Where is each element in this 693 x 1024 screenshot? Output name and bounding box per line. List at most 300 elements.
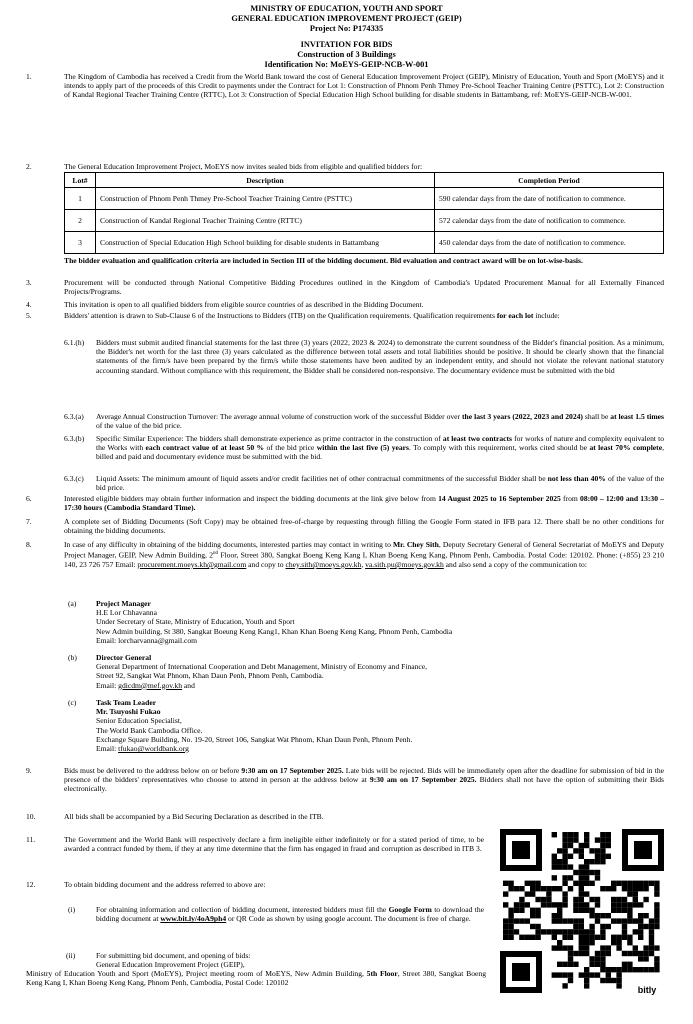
qr-module <box>649 951 654 956</box>
qr-module <box>562 875 567 880</box>
qr-module <box>633 929 638 934</box>
qr-module <box>584 929 589 934</box>
qr-module <box>584 875 589 880</box>
qr-module <box>557 929 562 934</box>
qr-module <box>579 935 584 940</box>
lot-period: 450 calendar days from the date of notification to commence. <box>435 232 664 254</box>
qr-module <box>600 924 605 929</box>
qr-module <box>622 897 627 902</box>
qr-module <box>627 962 632 967</box>
qr-module <box>552 918 557 923</box>
qr-module <box>568 843 573 848</box>
qr-module <box>530 908 535 913</box>
qr-module <box>508 935 513 940</box>
qr-module <box>568 978 573 983</box>
qr-module <box>654 881 659 886</box>
contact-a-role: Project Manager <box>96 599 151 608</box>
qr-module <box>568 886 573 891</box>
lot-period: 590 calendar days from the date of notification to commence. <box>435 188 664 210</box>
qr-module <box>595 902 600 907</box>
qr-module <box>568 918 573 923</box>
qr-module <box>519 935 524 940</box>
qr-module <box>627 918 632 923</box>
qr-module <box>606 854 611 859</box>
qr-module <box>611 967 616 972</box>
contact-b-email-label: Email: <box>96 680 119 690</box>
qr-module <box>654 913 659 918</box>
qr-module <box>616 908 621 913</box>
para-8-t3: Floor, Street 380, Sangkat Boeng Keng Kang I, Khan Boeng Keng Kang, Phnom Penh, Cambodia. Postal Code: 120102. Phone: (+855) 23 210 140, 23 726 757 Email: <box>64 550 665 569</box>
qr-module <box>654 945 659 950</box>
clause-61h-number: 6.1.(h) <box>64 338 85 347</box>
para-12-ii-t1: Ministry of Education Youth and Sport (MoEYS), Project meeting room of MoEYS, New Admin Building, <box>26 969 367 978</box>
title-construction: Construction of 3 Buildings <box>297 50 396 59</box>
qr-module <box>600 967 605 972</box>
qr-module <box>606 967 611 972</box>
qr-module <box>638 881 643 886</box>
para-12-i <box>96 905 484 923</box>
qr-module <box>649 918 654 923</box>
evaluation-note-text: The bidder evaluation and qualification criteria are included in Section III of the bidding document. Bid evaluation and contract award will be on lot-wise-basis. <box>64 256 583 265</box>
qr-module <box>606 886 611 891</box>
qr-module <box>600 854 605 859</box>
qr-module <box>584 978 589 983</box>
qr-module <box>622 924 627 929</box>
qr-module <box>552 913 557 918</box>
qr-module <box>589 859 594 864</box>
contact-c-email-label: Email: <box>96 744 119 754</box>
qr-module <box>579 875 584 880</box>
qr-module <box>638 951 643 956</box>
qr-module <box>525 881 530 886</box>
qr-module <box>584 881 589 886</box>
qr-module <box>557 913 562 918</box>
clause-63b-t3: of the bid price <box>264 443 317 453</box>
qr-module <box>589 924 594 929</box>
qr-module <box>584 864 589 869</box>
email-chey-sith-link[interactable]: chey.sith@moeys.gov.kh <box>285 559 362 569</box>
clause-63a-b1: the last 3 years (2022, 2023 and 2024) <box>462 412 583 421</box>
qr-module <box>573 951 578 956</box>
qr-module <box>519 897 524 902</box>
clause-63b-b3: within the last five (5) years <box>316 443 409 453</box>
qr-module <box>611 918 616 923</box>
table-row <box>65 210 664 232</box>
qr-module <box>600 859 605 864</box>
qr-module <box>649 881 654 886</box>
qr-module <box>622 929 627 934</box>
qr-module <box>584 945 589 950</box>
qr-module <box>638 886 643 891</box>
qr-module <box>514 902 519 907</box>
qr-module <box>562 897 567 902</box>
qr-module <box>579 848 584 853</box>
qr-module <box>638 913 643 918</box>
qr-module <box>584 870 589 875</box>
qr-module <box>573 832 578 837</box>
qr-module <box>627 935 632 940</box>
clause-63a-t3: of the value of the bid price. <box>96 421 182 431</box>
qr-module <box>519 918 524 923</box>
para-9-b2: 9:30 am on 17 September 2025. <box>369 775 477 785</box>
qr-module <box>600 951 605 956</box>
qr-module <box>595 854 600 859</box>
qr-module <box>638 924 643 929</box>
qr-module <box>579 972 584 977</box>
qr-module <box>600 832 605 837</box>
clause-63b-b1: at least two contracts <box>442 434 512 443</box>
qr-code-icon[interactable] <box>497 826 667 996</box>
para-12-ii-line2: General Education Improvement Project (GEIP), <box>96 960 245 969</box>
title-invitation: INVITATION FOR BIDS <box>300 40 393 49</box>
qr-module <box>606 945 611 950</box>
qr-module <box>535 908 540 913</box>
qr-module <box>562 918 567 923</box>
qr-module <box>541 902 546 907</box>
qr-module <box>568 832 573 837</box>
para-11-number: 11. <box>26 835 36 844</box>
qr-module <box>627 902 632 907</box>
qr-module <box>600 837 605 842</box>
clause-61h: Bidders must submit audited financial statements for the last three (3) years (2022, 2023 & 2024) to demonstrate the current soundness of the Bidder's financial position. As a minimum, the Bidder's net worth for the last three (3) years calculated as the difference between total assets and total liabilities should be positive. It should be clearly shown that the financial statements of the firm/s have been prepared by the firm/s while those statements have been audited by an independent entity, and should not violate the relevant national statutory accounting standard. Without compliance with this requirement, the Bidder shall be considered non-responsive. The documentary evidence must be submitted with the bid <box>96 338 664 375</box>
lot-period: 572 calendar days from the date of notification to commence. <box>435 210 664 232</box>
contact-task-team-leader <box>96 698 664 753</box>
contact-a-email: Email: lorcharvanna@gmail.com <box>96 635 198 645</box>
para-6-t1: Interested eligible bidders may obtain further information and inspect the bidding documents at the link give below from <box>64 494 439 503</box>
email-gdicdm-link[interactable]: gdicdm@mef.gov.kh <box>118 680 183 690</box>
para-8-t6: and also send a copy of the communication to: <box>443 559 587 569</box>
qr-module <box>638 935 643 940</box>
qr-module <box>589 908 594 913</box>
qr-module <box>568 864 573 869</box>
qr-module <box>552 832 557 837</box>
bitly-link[interactable]: www.bit.ly/4oA9ph4 <box>160 914 227 924</box>
qr-module <box>649 945 654 950</box>
qr-module <box>552 935 557 940</box>
qr-module <box>627 951 632 956</box>
qr-module <box>546 897 551 902</box>
qr-module <box>595 951 600 956</box>
qr-module <box>530 913 535 918</box>
qr-module <box>606 837 611 842</box>
qr-module <box>611 881 616 886</box>
para-8-t4: and copy to <box>246 559 286 569</box>
para-6-number: 6. <box>26 494 32 503</box>
qr-module <box>557 864 562 869</box>
qr-module <box>573 897 578 902</box>
qr-module <box>568 875 573 880</box>
para-9 <box>64 766 664 794</box>
table-row <box>65 232 664 254</box>
qr-module <box>579 864 584 869</box>
qr-module <box>616 918 621 923</box>
qr-module <box>622 886 627 891</box>
para-8-t2: , Deputy Secretary General of General Secretariat of MoEYS and Deputy Project Manager, GEIP, New Admin Building, 2 <box>64 540 665 560</box>
bitly-caption: bitly <box>637 985 657 995</box>
qr-module <box>600 886 605 891</box>
qr-module <box>557 848 562 853</box>
qr-module <box>535 929 540 934</box>
qr-module <box>600 848 605 853</box>
clause-63b-t1: Specific Similar Experience: The bidders shall demonstrate experience as prime contractor in the construction of <box>96 434 443 443</box>
email-procurement-link[interactable]: procurement.moeys.kh@gmail.com <box>137 559 247 569</box>
qr-module <box>573 848 578 853</box>
qr-module <box>649 940 654 945</box>
qr-module <box>638 967 643 972</box>
qr-module <box>519 902 524 907</box>
qr-module <box>595 913 600 918</box>
qr-module <box>649 935 654 940</box>
qr-module <box>616 935 621 940</box>
para-12-ii-b1: 5th Floor <box>366 969 398 978</box>
qr-module <box>503 881 508 886</box>
qr-module <box>616 983 621 988</box>
qr-module <box>638 929 643 934</box>
qr-module <box>562 929 567 934</box>
qr-module <box>633 967 638 972</box>
para-1-number: 1. <box>26 72 32 81</box>
para-1: The Kingdom of Cambodia has received a Credit from the World Bank toward the cost of General Education Improvement Project (GEIP), Ministry of Education, Youth and Sport (MoEYS) and it intends to apply part of the proceeds of this Credit to payments under the Contract for Lot 1: Construction of Phnom Penh Thmey Pre-School Teacher Training Centre (PSTTC), Lot 2: Construction of Kandal Regional Teacher Training Centre (RTTC), Lot 3: Construction of Special Education High School building for disable students in Battambang, ref: MoEYS-GEIP-NCB-W-001. <box>64 72 664 100</box>
qr-module <box>562 945 567 950</box>
qr-module <box>573 918 578 923</box>
qr-module <box>541 929 546 934</box>
qr-module <box>557 962 562 967</box>
qr-module <box>638 918 643 923</box>
qr-module <box>530 891 535 896</box>
qr-module <box>606 924 611 929</box>
qr-module <box>557 859 562 864</box>
clause-63b-t5: , billed and paid and documentary evidence must be submitted with the bid. <box>96 443 664 462</box>
qr-module <box>606 913 611 918</box>
para-2: The General Education Improvement Project, MoEYS now invites sealed bids from eligible and qualified bidders for: <box>64 162 423 171</box>
qr-module <box>568 929 573 934</box>
qr-module <box>525 902 530 907</box>
para-3-number: 3. <box>26 278 32 287</box>
qr-module <box>595 972 600 977</box>
qr-module <box>557 886 562 891</box>
para-4-number: 4. <box>26 300 32 309</box>
qr-module <box>633 881 638 886</box>
qr-module <box>627 940 632 945</box>
email-va-sith-link[interactable]: va.sith.pu@moeys.gov.kh <box>365 559 444 569</box>
qr-module <box>579 918 584 923</box>
qr-module <box>600 913 605 918</box>
clause-63a-t1: Average Annual Construction Turnover: The average annual volume of construction work of the successful Bidder over <box>96 412 463 421</box>
clause-63b-b4: at least 70% complete <box>589 443 663 453</box>
para-8-sup: nd <box>213 551 219 557</box>
contact-c-label: (c) <box>68 698 77 707</box>
qr-module <box>535 881 540 886</box>
qr-module <box>579 870 584 875</box>
qr-module <box>579 902 584 907</box>
contact-b-label: (b) <box>68 653 77 662</box>
lot-number: 1 <box>65 188 96 210</box>
para-8-t1: In case of any difficulty in obtaining of the bidding documents, interested parties may contact in writing to <box>64 540 393 549</box>
qr-module <box>503 891 508 896</box>
qr-module <box>611 978 616 983</box>
qr-module <box>546 891 551 896</box>
qr-module <box>557 945 562 950</box>
qr-module <box>616 902 621 907</box>
qr-module <box>562 864 567 869</box>
qr-module <box>579 924 584 929</box>
contact-project-manager <box>96 599 664 645</box>
qr-module <box>508 913 513 918</box>
qr-module <box>654 956 659 961</box>
clause-63c-t1: Liquid Assets: The minimum amount of liquid assets and/or credit facilities net of other contractual commitments of the successful Bidder shall be <box>96 474 548 483</box>
qr-module <box>643 956 648 961</box>
google-form-label: Google Form <box>388 905 432 914</box>
para-7-number: 7. <box>26 517 32 526</box>
qr-module <box>595 956 600 961</box>
header-project-no: Project No: P174335 <box>309 24 384 33</box>
qr-module <box>579 843 584 848</box>
qr-module <box>535 897 540 902</box>
qr-module <box>633 951 638 956</box>
qr-module <box>633 886 638 891</box>
para-12-i-t1: For obtaining information and collection of bidding document, interested bidders must fill the <box>96 905 389 914</box>
qr-module <box>503 918 508 923</box>
qr-module <box>535 886 540 891</box>
qr-module <box>552 929 557 934</box>
clause-63b-number: 6.3.(b) <box>64 434 85 443</box>
qr-module <box>589 962 594 967</box>
qr-module <box>579 891 584 896</box>
qr-module <box>622 962 627 967</box>
qr-module <box>606 951 611 956</box>
qr-module <box>643 897 648 902</box>
qr-module <box>541 886 546 891</box>
qr-module <box>600 978 605 983</box>
qr-module <box>595 918 600 923</box>
qr-module <box>568 962 573 967</box>
qr-module <box>557 908 562 913</box>
clause-63b-t2: for works of nature and complexity equivalent to the Works with <box>96 434 664 453</box>
para-11: The Government and the World Bank will respectively declare a firm ineligible either indefinitely or for a stated period of time, to be awarded a contract funded by them, if they at any time determine that the firm has engaged in fraud and corruption as described in ITB 3. <box>64 835 484 854</box>
para-8-b1: Mr. Chey Sith <box>393 540 439 549</box>
para-10-number: 10. <box>26 812 36 821</box>
qr-module <box>584 902 589 907</box>
qr-module <box>627 891 632 896</box>
para-8-number: 8. <box>26 540 32 549</box>
contact-c-line: Exchange Square Building, No. 19-20, Street 106, Sangkat Wat Phnom, Khan Daun Penh, Phnom Penh. <box>96 734 413 744</box>
qr-module <box>606 843 611 848</box>
qr-module <box>595 870 600 875</box>
qr-module <box>519 908 524 913</box>
qr-module <box>633 897 638 902</box>
para-8-t5: , <box>361 559 366 569</box>
qr-module <box>503 929 508 934</box>
qr-module <box>552 854 557 859</box>
qr-module <box>584 832 589 837</box>
qr-module <box>584 837 589 842</box>
para-7: A complete set of Bidding Documents (Soft Copy) may be obtained free-of-charge by requesting through filling the Google Form stated in IFB para 12. There shall be no other conditions for obtaining the bidding documents. <box>64 517 664 536</box>
qr-module <box>589 929 594 934</box>
para-5-text-c: include: <box>533 311 560 320</box>
para-9-t3: Bidders shall not have the option of submitting their Bids electronically. <box>64 775 664 794</box>
qr-module <box>514 929 519 934</box>
qr-module <box>595 859 600 864</box>
qr-module <box>562 859 567 864</box>
qr-module <box>584 859 589 864</box>
para-12: To obtain bidding document and the address referred to above are: <box>64 880 266 889</box>
clause-63c-b1: not less than 40% <box>547 474 606 483</box>
clause-63c-number: 6.3.(c) <box>64 474 84 483</box>
evaluation-note <box>64 256 664 265</box>
qr-module <box>654 891 659 896</box>
lot-number: 3 <box>65 232 96 254</box>
qr-module <box>589 897 594 902</box>
qr-module <box>654 902 659 907</box>
qr-module <box>584 843 589 848</box>
qr-module <box>606 972 611 977</box>
header-ministry: MINISTRY OF EDUCATION, YOUTH AND SPORT <box>250 4 443 13</box>
clause-63a-b2: at least 1.5 times <box>610 412 664 421</box>
qr-module <box>627 908 632 913</box>
qr-module <box>546 902 551 907</box>
qr-module <box>616 972 621 977</box>
contact-b-line: General Department of International Cooperation and Debt Management, Ministry of Economy and Finance, <box>96 662 428 672</box>
qr-module <box>557 902 562 907</box>
qr-module <box>649 924 654 929</box>
para-12-number: 12. <box>26 880 36 889</box>
qr-module <box>600 962 605 967</box>
qr-module <box>622 918 627 923</box>
qr-module <box>643 913 648 918</box>
email-tfukao-link[interactable]: tfukao@worldbank.org <box>118 744 189 754</box>
para-5-text-b: for each lot <box>496 311 534 320</box>
qr-module <box>568 956 573 961</box>
qr-module <box>643 967 648 972</box>
qr-module <box>584 951 589 956</box>
lot-description: Construction of Kandal Regional Teacher Training Centre (RTTC) <box>96 210 435 232</box>
qr-module <box>595 897 600 902</box>
contact-a-line: H.E Lor Chhavanna <box>96 608 157 618</box>
qr-module <box>557 940 562 945</box>
header-lot: Lot# <box>65 173 96 188</box>
qr-module <box>562 891 567 896</box>
qr-module <box>589 913 594 918</box>
qr-module <box>611 935 616 940</box>
contact-b-email-row <box>96 681 664 690</box>
qr-module <box>525 935 530 940</box>
para-9-t2: Late bids will be rejected. Bids will be immediately open after the deadline for submission of bid in the presence of the bidders' representatives who choose to attend in person at the address below at <box>64 766 665 785</box>
para-6-b1: 14 August 2025 to 16 September 2025 <box>438 494 561 503</box>
para-6-t2: from <box>560 494 581 503</box>
clause-63c-t2: of the value of the bid price. <box>96 474 664 493</box>
qr-module <box>643 881 648 886</box>
qr-module <box>573 908 578 913</box>
qr-module <box>508 886 513 891</box>
qr-module <box>508 929 513 934</box>
qr-module <box>503 902 508 907</box>
qr-module <box>573 962 578 967</box>
qr-module <box>633 945 638 950</box>
qr-module <box>530 935 535 940</box>
qr-module <box>627 913 632 918</box>
contact-c-name: Mr. Tsuyoshi Fukao <box>96 707 161 717</box>
qr-module <box>579 908 584 913</box>
qr-module <box>654 908 659 913</box>
qr-module <box>584 891 589 896</box>
qr-module <box>562 854 567 859</box>
qr-module <box>584 967 589 972</box>
qr-module <box>541 897 546 902</box>
qr-module <box>546 886 551 891</box>
qr-module <box>508 881 513 886</box>
qr-module <box>600 956 605 961</box>
qr-module <box>568 935 573 940</box>
